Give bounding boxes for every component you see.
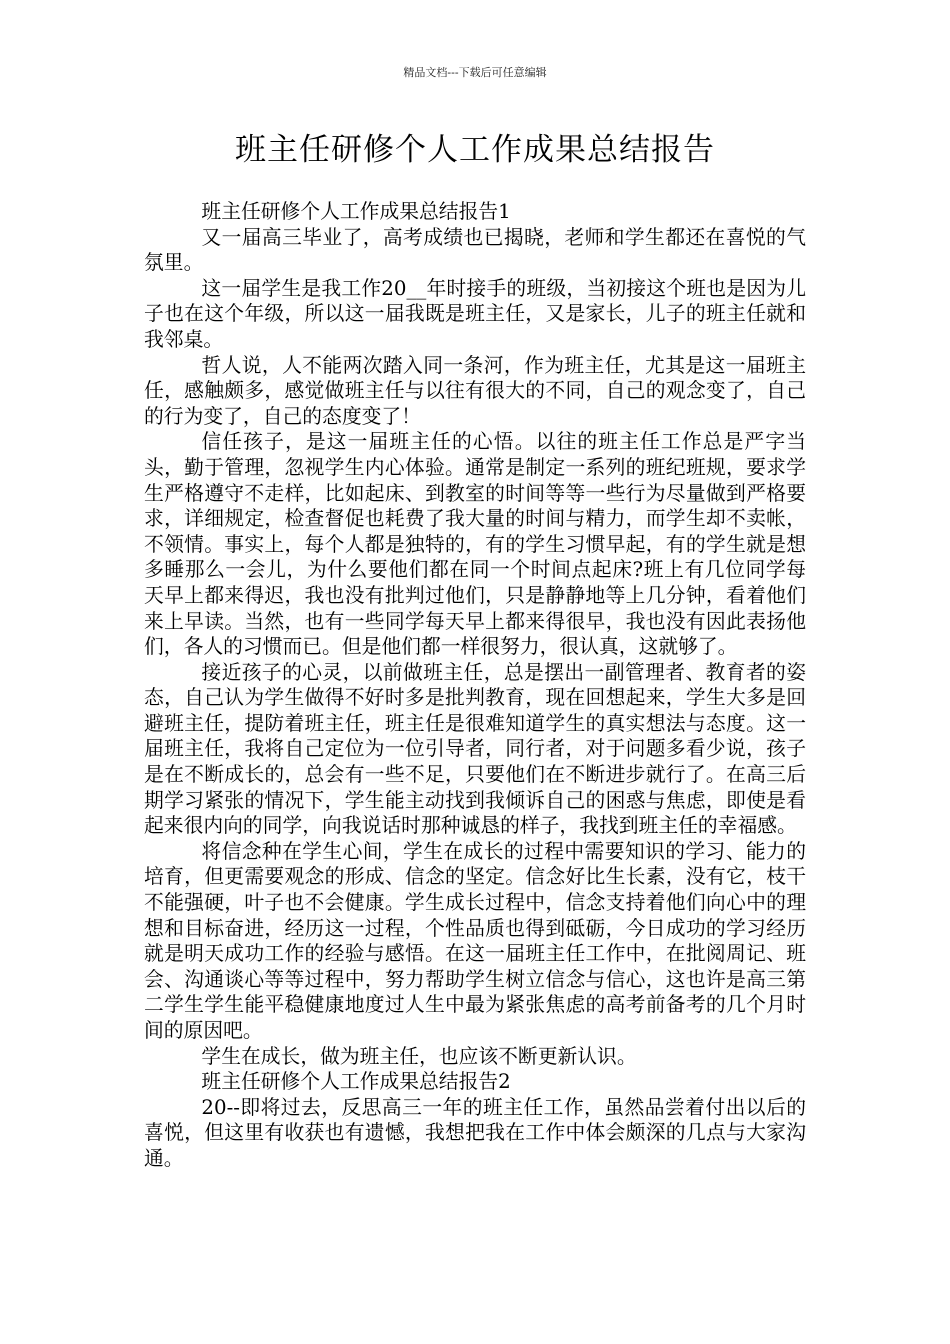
paragraph: 学生在成长，做为班主任，也应该不断更新认识。 [201, 1044, 637, 1068]
paragraph: 又一届高三毕业了，高考成绩也已揭晓，老师和学生都还在喜悦的气氛里。 [144, 225, 806, 275]
document-body [144, 199, 806, 1172]
paragraph: 将信念种在学生心间，学生在成长的过程中需要知识的学习、能力的培育，但更需要观念的形成、信念的坚定。信念好比生长素，没有它，枝干不能强硬，叶子也不会健康。学生成长过程中，信念支持着他们向心中的理想和目标奋进，经历这一过程，个性品质也得到砥砺，今日成功的学习经历就是明天成功工作的经验与感悟。在这一届班主任工作中，在批阅周记、班会、沟通谈心等等过程中，努力帮助学生树立信念与信心，这也许是高三第二学生学生能平稳健康地度过人生中最为紧张焦虑的高考前备考的几个月时间的原因吧。 [144, 839, 806, 1042]
paragraph: 哲人说，人不能两次踏入同一条河，作为班主任，尤其是这一届班主任，感触颇多，感觉做班主任与以往有很大的不同，自己的观念变了，自己的行为变了，自己的态度变了！ [144, 353, 806, 428]
section-heading-1: 班主任研修个人工作成果总结报告1 [201, 200, 511, 223]
paragraph: 20--即将过去，反思高三一年的班主任工作，虽然品尝着付出以后的喜悦，但这里有收获也有遗憾，我想把我在工作中体会颇深的几点与大家沟通。 [144, 1095, 806, 1170]
page-header: 精品文档---下载后可任意编辑 [403, 66, 547, 79]
paragraph: 接近孩子的心灵，以前做班主任，总是摆出一副管理者、教育者的姿态，自己认为学生做得不好时多是批判教育，现在回想起来，学生大多是回避班主任，提防着班主任，班主任是很难知道学生的真实想法与态度。这一届班主任，我将自己定位为一位引导者，同行者，对于问题多看少说，孩子是在不断成长的，总会有一些不足，只要他们在不断进步就行了。在高三后期学习紧张的情况下，学生能主动找到我倾诉自己的困惑与焦虑，即使是看起来很内向的同学，向我说话时那种诚恳的样子，我找到班主任的幸福感。 [144, 660, 806, 838]
paragraph: 信任孩子，是这一届班主任的心悟。以往的班主任工作总是严字当头，勤于管理，忽视学生内心体验。通常是制定一系列的班纪班规，要求学生严格遵守不走样，比如起床、到教室的时间等等一些行为尽量做到严格要求，详细规定，检查督促也耗费了我大量的时间与精力，而学生却不卖帐，不领情。事实上，每个人都是独特的，有的学生习惯早起，有的学生就是想多睡那么一会儿，为什么要他们都在同一个时间点起床?班上有几位同学每天早上都来得迟，我也没有批判过他们，只是静静地等上几分钟，看着他们来上早读。当然，也有一些同学每天早上都来得很早，我也没有因此表扬他们，各人的习惯而已。但是他们都一样很努力，很认真，这就够了。 [144, 430, 806, 659]
paragraph: 这一届学生是我工作20__年时接手的班级，当初接这个班也是因为儿子也在这个年级，所以这一届我既是班主任，又是家长，儿子的班主任就和我邻桌。 [144, 276, 806, 351]
section-heading-2: 班主任研修个人工作成果总结报告2 [201, 1070, 511, 1094]
document-title: 班主任研修个人工作成果总结报告 [235, 132, 715, 168]
